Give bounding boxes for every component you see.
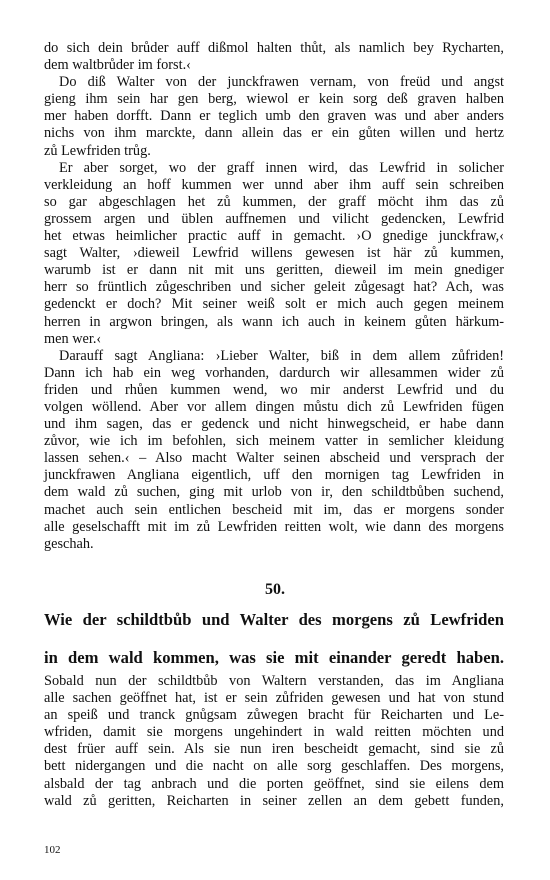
text-line: verkleidung an hoff kummen wer unnd aber ihm auff sein schreiben [44, 176, 504, 193]
page-number: 102 [44, 844, 61, 856]
text-line: bett nidergangen und die nacht on alle sorg geschlaffen. Des morgens, [44, 758, 504, 775]
text-line: an speiß und tranck gnůgsam zůwegen bracht für Reicharten und Le- [44, 707, 504, 724]
text-line: wald zů geritten, Reicharten in seiner zellen an dem gebett funden, [44, 792, 504, 809]
text-line: alsbald der tag anbrach und die porten geöffnet, sind sie eilens dem [44, 775, 504, 792]
text-line: dem wald zů suchen, ging mit urlob von ir, den schildtbůben suchend, [44, 484, 504, 501]
text-line: grossem argen und üblen auffnemen und vilicht gedencken, Lewfrid [44, 210, 504, 227]
text-line: friden und rhůen kummen wend, wo mir anderst Lewfrid und du [44, 381, 504, 398]
chapter-heading-line: in dem wald kommen, was sie mit einander geredt haben. [44, 648, 504, 667]
text-line: Sobald nun der schildtbůb von Waltern verstanden, das im Angliana [44, 673, 504, 689]
text-line: herren in argwon bringen, als wann ich auch in keinem gůten härkum- [44, 313, 504, 330]
text-line: alle geselschafft mit im zů Lewfriden reitten wolt, wie dann des morgens [44, 518, 504, 535]
text-line: zůvor, wie ich im befohlen, sich meinem vatter in semlicher kleidung [44, 433, 504, 450]
text-line: junckfrawen Angliana eigentlich, uff den mornigen tag Lewfriden in [44, 467, 504, 484]
text-line: gieng ihm sein har gen berg, wiewol er kein sorg deß graven halben [44, 91, 504, 108]
text-line: so gar abgeschlagen het zů kummen, der graff möcht ihm das zů [44, 193, 504, 210]
text-line: het etwas heimlicher practic auff in gemacht. ›O gnedige junckfraw,‹ [44, 228, 504, 245]
text-line: do sich dein brůder auff dißmol halten thůt, als namlich bey Rycharten, [44, 40, 504, 56]
text-line: warumb ist er dann nit mit uns geritten, dieweil im mein gnediger [44, 262, 504, 279]
text-line: zů Lewfriden trůg. [44, 142, 151, 159]
body-text-upper [44, 40, 504, 553]
text-line: und ihm sagen, das er gedenck und nicht hinwegscheid, er habe dann [44, 416, 504, 433]
text-line: Do diß Walter von der junckfrawen vernam, von freüd und angst [59, 74, 504, 91]
text-line: machet auch sein entlichen bescheid mit im, das er morgens sonder [44, 501, 504, 518]
text-line: Dann ich hab ein weg vorhanden, dardurch wir allesammen wider zů [44, 364, 504, 381]
text-line: dest früer auff sein. Als sie nun iren bescheidt gemacht, sind sie zů [44, 741, 504, 758]
text-line: lassen sehen.‹ – Also macht Walter seinen abscheid und versprach der [44, 450, 504, 467]
text-line: Darauff sagt Angliana: ›Lieber Walter, biß in dem allem zůfriden! [59, 347, 504, 364]
text-line: alle sachen geöffnet hat, ist er sein zůfriden gewesen und hat von stund [44, 690, 504, 707]
text-line: nichs von ihm marckte, dann allein das er ein gůten willen und hertz [44, 125, 504, 142]
text-line: geschah. [44, 535, 94, 552]
body-text-lower [44, 673, 504, 810]
text-line: mer haben dorfft. Dann er teglich umb den graven was und aber anders [44, 108, 504, 125]
chapter-heading-line: Wie der schildtbůb und Walter des morgens zů Lewfriden [44, 610, 504, 629]
text-line: volgen wöllend. Aber vor allem dingen můstu dich zů Lewfriden fügen [44, 398, 504, 415]
text-line: sagt Walter, ›dieweil Lewfrid willens gewesen ist här zů kummen, [44, 245, 504, 262]
text-line: herr so früntlich zůgeschriben und sicher geleit zůgesagt hat? Ach, was [44, 279, 504, 296]
text-line: wfriden, damit sie morgens ungehindert in wald reitten möchten und [44, 724, 504, 741]
chapter-number: 50. [265, 581, 285, 598]
text-line: dem waltbrůder im forst.‹ [44, 57, 191, 74]
text-line: men wer.‹ [44, 330, 102, 347]
text-line: Er aber sorget, wo der graff innen wird, das Lewfrid in solicher [59, 159, 504, 176]
text-line: gedenckt er doch? Mit seiner weiß solt er mich auch gegen meinem [44, 296, 504, 313]
